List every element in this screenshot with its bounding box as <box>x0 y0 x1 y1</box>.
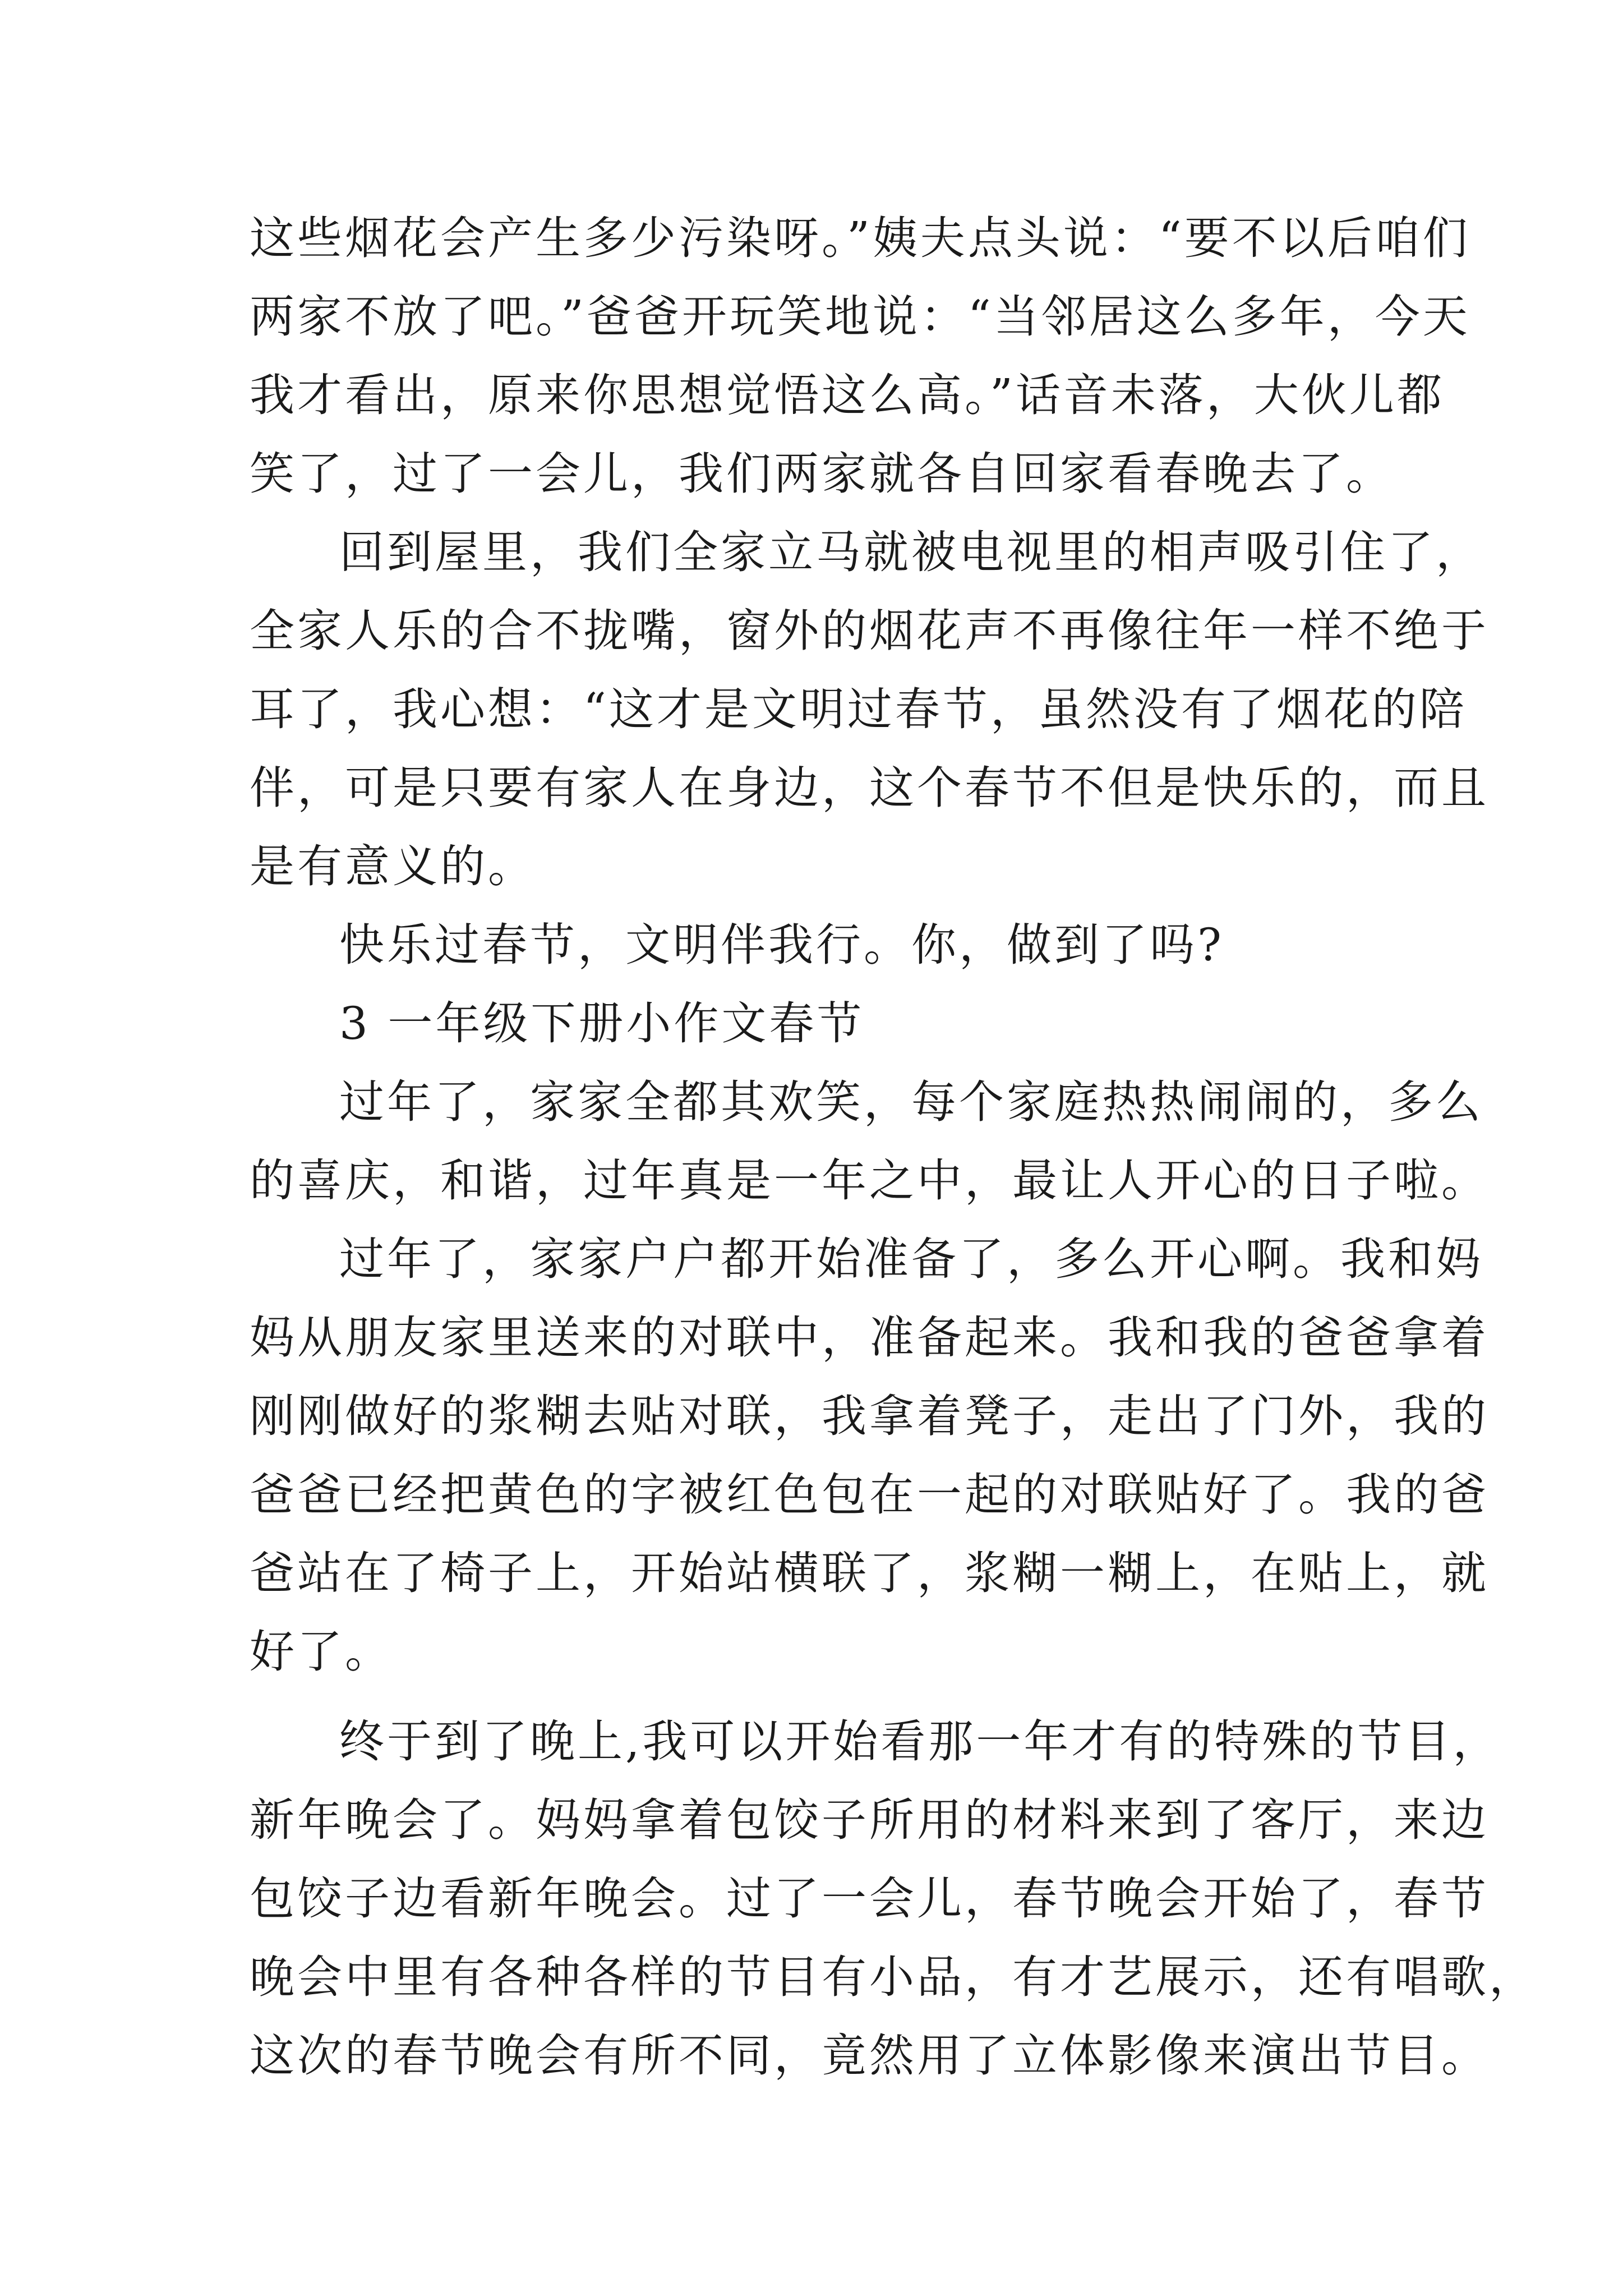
text-line: 这次的春节晚会有所不同，竟然用了立体影像来演出节目。 <box>250 2030 1489 2082</box>
text-line: 的喜庆，和谐，过年真是一年之中，最让人开心的日子啦。 <box>250 1154 1489 1207</box>
section-heading: 3 一年级下册小作文春节 <box>339 997 865 1050</box>
text-line: 晚会中里有各种各样的节目有小品，有才艺展示，还有唱歌， <box>250 1951 1537 2003</box>
text-line: 笑了，过了一会儿，我们两家就各自回家看春晚去了。 <box>250 448 1394 500</box>
text-line: 全家人乐的合不拢嘴，窗外的烟花声不再像往年一样不绝于 <box>250 605 1489 657</box>
paragraph-first-line: 终于到了晚上,我可以开始看那一年才有的特殊的节目， <box>339 1715 1501 1768</box>
paragraph-first-line: 过年了，家家户户都开始准备了，多么开心啊。我和妈 <box>339 1233 1483 1285</box>
paragraph-first-line: 回到屋里，我们全家立马就被电视里的相声吸引住了， <box>339 526 1483 578</box>
text-line: 两家不放了吧。”爸爸开玩笑地说：“当邻居这么多年，今天 <box>250 291 1470 343</box>
paragraph-first-line: 快乐过春节，文明伴我行。你，做到了吗? <box>339 919 1224 971</box>
text-line: 我才看出，原来你思想觉悟这么高。”话音未落，大伙儿都 <box>250 369 1445 421</box>
text-line: 这些烟花会产生多少污染呀。”姨夫点头说：“要不以后咱们 <box>250 212 1470 264</box>
text-line: 新年晚会了。妈妈拿着包饺子所用的材料来到了客厅，来边 <box>250 1794 1489 1846</box>
text-line: 是有意义的。 <box>250 840 536 892</box>
paragraph-first-line: 过年了，家家全都其欢笑，每个家庭热热闹闹的，多么 <box>339 1076 1483 1128</box>
text-line: 爸爸已经把黄色的字被红色包在一起的对联贴好了。我的爸 <box>250 1469 1489 1521</box>
text-line: 耳了，我心想：“这才是文明过春节，虽然没有了烟花的陪 <box>250 683 1467 735</box>
text-line: 刚刚做好的浆糊去贴对联，我拿着凳子，走出了门外，我的 <box>250 1390 1489 1442</box>
text-line: 包饺子边看新年晚会。过了一会儿，春节晚会开始了，春节 <box>250 1872 1489 1925</box>
text-line: 爸站在了椅子上，开始站横联了，浆糊一糊上，在贴上，就 <box>250 1547 1489 1599</box>
text-line: 妈从朋友家里送来的对联中，准备起来。我和我的爸爸拿着 <box>250 1312 1489 1364</box>
text-line: 伴，可是只要有家人在身边，这个春节不但是快乐的，而且 <box>250 762 1489 814</box>
text-line: 好了。 <box>250 1626 393 1678</box>
